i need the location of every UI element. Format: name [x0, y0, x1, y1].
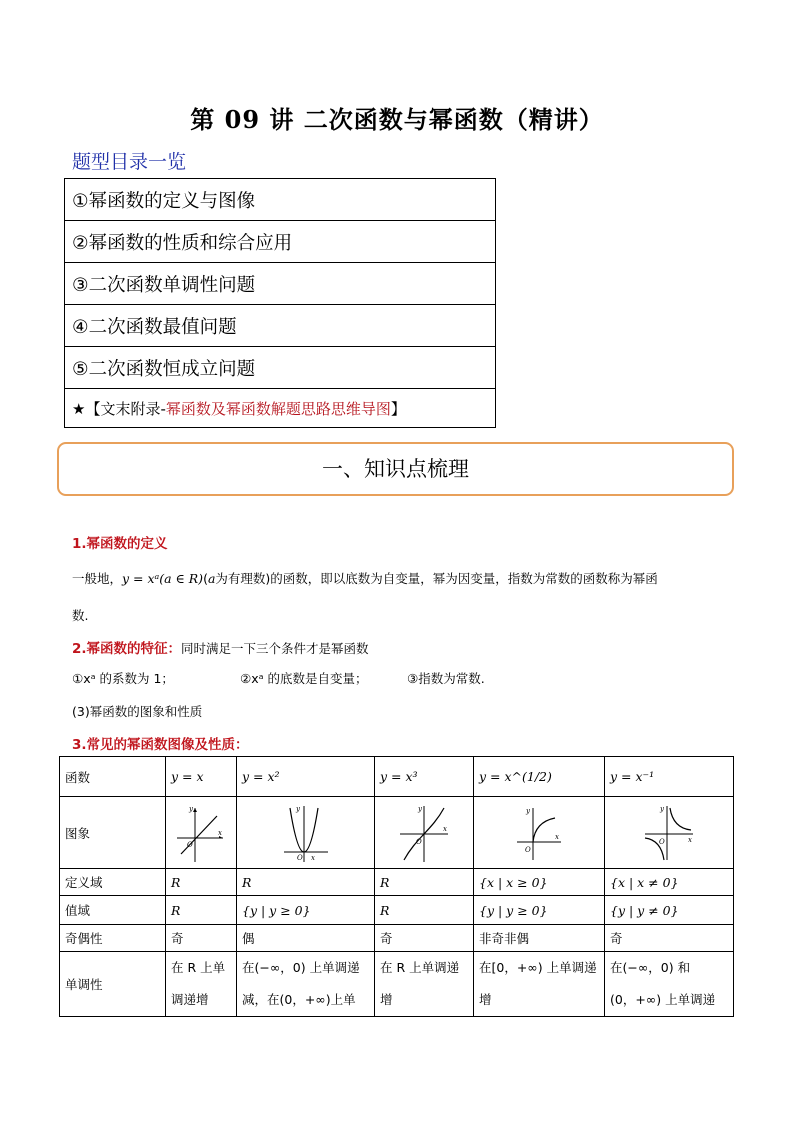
row-label-monotonicity: 单调性 [60, 952, 166, 1017]
s1-paren: ( [203, 571, 208, 586]
svg-text:O: O [659, 837, 665, 846]
s1-formula: y = xᵃ(a ∈ R) [122, 571, 204, 586]
toc-item-2[interactable]: ②幂函数的性质和综合应用 [65, 221, 496, 263]
svg-text:y: y [295, 804, 300, 813]
s2-heading: 2.幂函数的特征： [72, 641, 182, 657]
cell-parity-2: 偶 [237, 925, 375, 952]
cell-parity-5: 奇 [605, 925, 734, 952]
graph-y-eq-inv-x [641, 802, 697, 864]
cell-domain-2: R [237, 869, 375, 896]
graph-cell-4 [474, 797, 605, 869]
cell-parity-4: 非奇非偶 [474, 925, 605, 952]
cell-range-3: R [375, 896, 474, 925]
toc-item-5[interactable]: ⑤二次函数恒成立问题 [65, 347, 496, 389]
s1-text-line2: 数. [72, 608, 89, 623]
cell-domain-1: R [166, 869, 237, 896]
toc-appendix[interactable] [65, 389, 496, 428]
cell-func-5: y = x⁻¹ [605, 757, 734, 797]
s2-heading-line [72, 637, 369, 657]
graph-cell-2 [237, 797, 375, 869]
cell-func-1: y = x [166, 757, 237, 797]
s2-condition-1: ①xᵃ 的系数为 1； [72, 671, 174, 686]
svg-text:O: O [296, 853, 303, 862]
svg-text:y: y [660, 804, 664, 813]
graph-y-eq-x [173, 802, 229, 864]
toc-item-1[interactable]: ①幂函数的定义与图像 [65, 179, 496, 221]
toc-item-3[interactable]: ③二次函数单调性问题 [65, 263, 496, 305]
cell-mono-1: 在 R 上单调递增 [166, 952, 237, 1017]
cell-parity-1: 奇 [166, 925, 237, 952]
table-row-graph [60, 797, 734, 869]
cell-parity-3: 奇 [375, 925, 474, 952]
svg-text:y: y [526, 806, 530, 815]
row-label-function: 函数 [60, 757, 166, 797]
table-row-parity [60, 925, 734, 952]
page-title: 第 09 讲 二次函数与幂函数（精讲） [190, 105, 604, 134]
toc-appendix-prefix: ★【文末附录- [72, 399, 166, 418]
graph-y-eq-x3 [396, 802, 452, 864]
cell-range-5: {y | y ≠ 0} [605, 896, 734, 925]
s1-a: a [207, 571, 216, 586]
s1-heading: 1.幂函数的定义 [72, 536, 168, 552]
table-row-function [60, 757, 734, 797]
cell-mono-4: 在[0，+∞) 上单调递增 [474, 952, 605, 1017]
s1-text-post: 为有理数)的函数，即以底数为自变量，幂为因变量，指数为常数的函数称为幂函 [215, 571, 658, 586]
s2-condition-2: ②xᵃ 的底数是自变量； [240, 671, 368, 686]
toc-appendix-highlight: 幂函数及幂函数解题思路思维导图 [165, 399, 391, 418]
cell-func-3: y = x³ [375, 757, 474, 797]
cell-domain-3: R [375, 869, 474, 896]
graph-cell-1 [166, 797, 237, 869]
table-row-range [60, 896, 734, 925]
svg-text:y: y [418, 804, 422, 813]
svg-text:x: x [688, 835, 692, 844]
row-label-graph: 图象 [60, 797, 166, 869]
svg-text:O: O [416, 837, 422, 846]
s2-heading-tail: 同时满足一下三个条件才是幂函数 [181, 641, 369, 656]
toc-table [64, 178, 496, 428]
toc-item-4[interactable]: ④二次函数最值问题 [65, 305, 496, 347]
row-label-range: 值域 [60, 896, 166, 925]
cell-mono-3: 在 R 上单调递增 [375, 952, 474, 1017]
toc-appendix-suffix: 】 [390, 399, 406, 418]
svg-text:O: O [187, 840, 193, 849]
cell-range-1: R [166, 896, 237, 925]
cell-range-2: {y | y ≥ 0} [237, 896, 375, 925]
cell-mono-2: 在(−∞，0) 上单调递减，在(0，+∞)上单 [237, 952, 375, 1017]
graph-cell-3 [375, 797, 474, 869]
svg-text:O: O [525, 845, 531, 854]
svg-text:x: x [443, 824, 447, 833]
cell-mono-5: 在(−∞，0) 和 (0，+∞) 上单调递 [605, 952, 734, 1017]
svg-text:x: x [218, 828, 222, 837]
power-function-table [59, 756, 734, 1017]
cell-func-4: y = x^(1/2) [474, 757, 605, 797]
cell-domain-4: {x | x ≥ 0} [474, 869, 605, 896]
toc-heading: 题型目录一览 [72, 151, 187, 173]
table-row-monotonicity [60, 952, 734, 1017]
table-row-domain [60, 869, 734, 896]
cell-domain-5: {x | x ≠ 0} [605, 869, 734, 896]
svg-text:x: x [555, 832, 559, 841]
row-label-parity: 奇偶性 [60, 925, 166, 952]
s1-text-pre: 一般地， [72, 571, 123, 586]
svg-text:x: x [310, 853, 315, 862]
svg-text:y: y [189, 804, 193, 813]
cell-range-4: {y | y ≥ 0} [474, 896, 605, 925]
cell-func-2: y = x² [237, 757, 375, 797]
graph-y-eq-x2 [278, 802, 334, 864]
s2-condition-3: ③指数为常数. [407, 671, 485, 686]
graph-cell-5 [605, 797, 734, 869]
row-label-domain: 定义域 [60, 869, 166, 896]
s2-note: (3)幂函数的图象和性质 [72, 704, 203, 719]
s3-heading: 3.常见的幂函数图像及性质： [72, 737, 249, 753]
graph-y-eq-sqrt-x [511, 802, 567, 864]
section-title: 一、知识点梳理 [57, 442, 734, 496]
s1-text [72, 569, 658, 587]
